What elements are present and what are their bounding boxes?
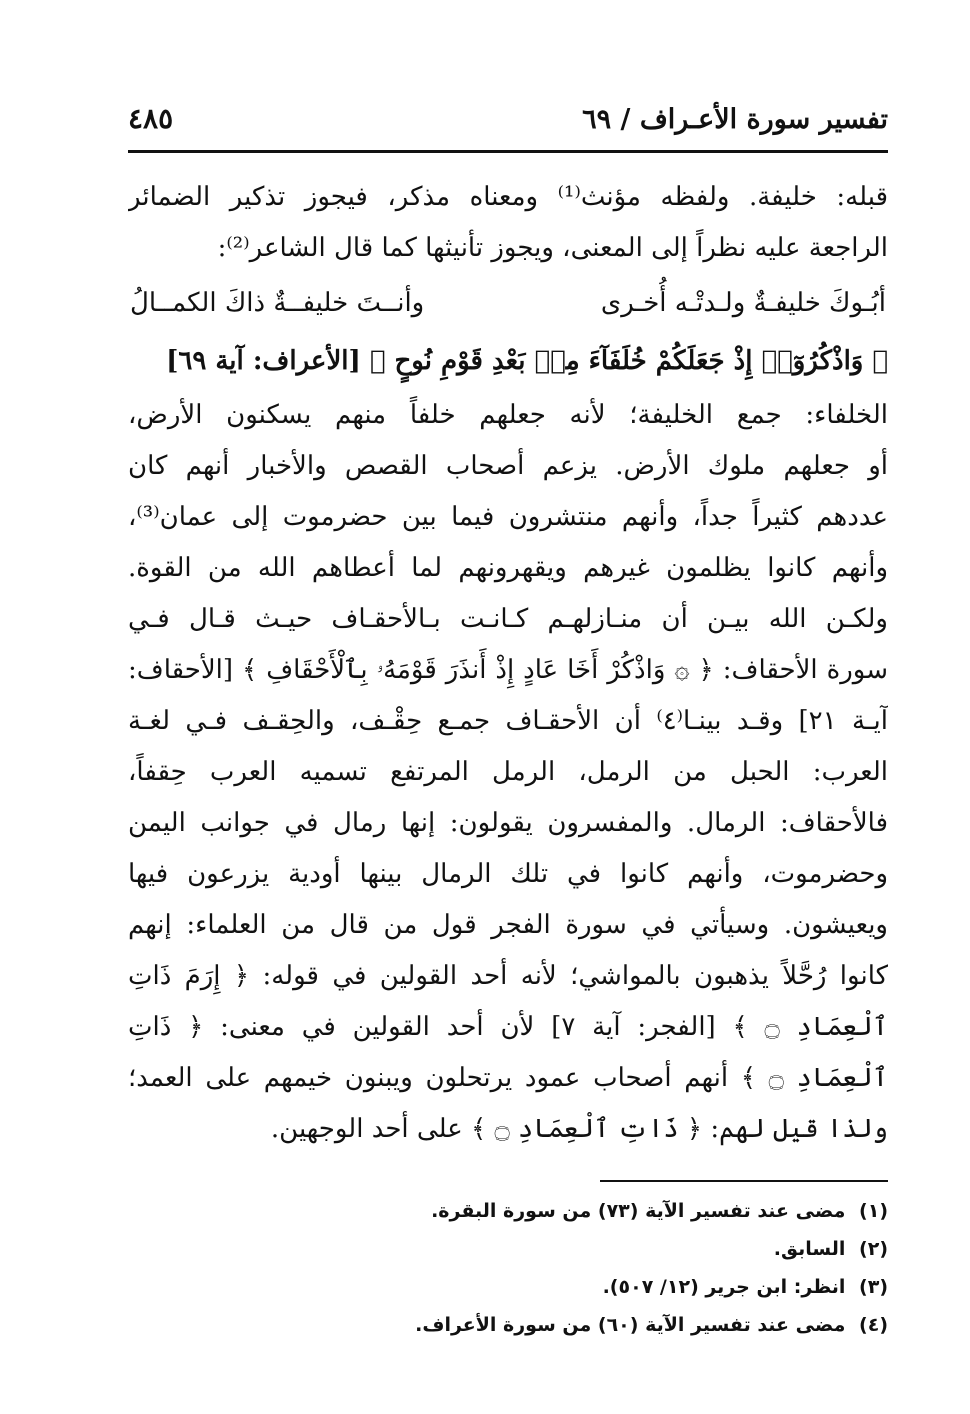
footnote-divider — [600, 1180, 888, 1182]
footnote-text: انظر: ابن جرير (١٢/ ٥٠٧). — [602, 1276, 846, 1298]
footnote-text: السابق. — [773, 1238, 846, 1260]
footnote-item — [128, 1192, 888, 1230]
text-line: ٱلْعِمَادِ ۝ ﴾ [الفجر: آية ٧] لأن أحد القولين في معنى: ﴿ ذَاتِ — [128, 1012, 888, 1042]
page-header — [128, 100, 888, 146]
footnote-item — [128, 1306, 888, 1344]
footnote-item — [128, 1230, 888, 1268]
footnote-text: مضى عند تفسير الآية (٦٠) من سورة الأعراف. — [415, 1314, 846, 1336]
text-line: ٱلْعِمَادِ ۝ ﴾ أنهم أصحاب عمود يرتحلون ويبنون خيمهم على العمد؛ — [128, 1063, 888, 1093]
text-line: ولكـن الله بيـن أن منـازلهـم كـانـت بـالأحقـاف حيـث قـال فـي — [128, 604, 888, 634]
footnote-item — [128, 1268, 888, 1306]
quran-verse-heading: ﴿ وَاذْكُرُوٓا۟ إِذْ جَعَلَكُمْ خُلَفَآءَ مِنۢ بَعْدِ قَوْمِ نُوحٍ ﴾ [الأعراف: آية ٦٩] — [166, 346, 888, 376]
text-line: أو جعلهم ملوك الأرض. يزعم أصحاب القصص والأخبار أنهم كان — [128, 451, 888, 481]
main-text — [128, 172, 888, 1155]
text-line: وحضرموت، وأنهم كانوا في تلك الرمال بينها أودية يزرعون فيها — [128, 859, 888, 889]
text-line: فالأحقاف: الرمال. والمفسرون يقولون: إنها رمال في جوانب اليمن — [128, 808, 888, 838]
footnotes — [128, 1192, 888, 1344]
text-line: الراجعة عليه نظراً إلى المعنى، ويجوز تأنيثها كما قال الشاعر⁽²⁾: — [217, 233, 888, 263]
footnote-text: مضى عند تفسير الآية (٧٣) من سورة البقرة. — [431, 1200, 846, 1222]
running-title: تفسير سورة الأعـراف / ٦٩ — [582, 104, 888, 135]
text-line: سورة الأحقاف: ﴿ ۞ وَاذْكُرْ أَخَا عَادٍ إِذْ أَنذَرَ قَوْمَهُۥ بِٱلْأَحْقَافِ ﴾ [الأحقاف: — [128, 655, 888, 685]
text-line: آيـة ٢١] وقـد بينـا⁽٤⁾ أن الأحقـاف جمـع حِقْـف، والحِقـف فـي لغـة — [128, 706, 888, 736]
poetry-verse — [128, 274, 888, 332]
text-line: الخلفاء: جمع الخليفة؛ لأنه جعلهم خلفاً منهم يسكنون الأرض، — [128, 400, 888, 430]
text-line: قبله: خليفة. ولفظه مؤنث⁽¹⁾ ومعناه مذكر، فيجوز تذكير الضمائر — [128, 182, 888, 212]
header-divider — [128, 150, 888, 153]
text-line: العرب: الحبل من الرمل، الرمل المرتفع تسميه العرب حِقفاً، — [128, 757, 888, 787]
text-line: عددهم كثيراً جداً، وأنهم منتشرون فيما بين حضرموت إلى عمان⁽³⁾، — [128, 502, 888, 532]
text-line: ويعيشون. وسيأتي في سورة الفجر قول من قال من العلماء: إنهم — [128, 910, 888, 940]
text-line: كانوا رُحَّلاً يذهبون بالمواشي؛ لأنه أحد القولين في قوله: ﴿ إِرَمَ ذَاتِ — [128, 961, 888, 991]
footnote-number: (٣) — [859, 1276, 888, 1298]
footnote-number: (١) — [859, 1200, 888, 1222]
page-number: ٤٨٥ — [128, 102, 174, 135]
verse-first-hemistich: أبُـوكَ خليفـةٌ ولـدتْـه أُخـرى — [600, 287, 886, 318]
text-line: ولذا قيل لهم: ﴿ ذَاتِ ٱلْعِمَادِ ۝ ﴾ على أحد الوجهين. — [270, 1114, 888, 1144]
verse-second-hemistich: وأنــتَ خليفــةٌ ذاكَ الكمــالُ — [130, 287, 425, 318]
footnote-number: (٢) — [859, 1238, 888, 1260]
footnote-number: (٤) — [859, 1314, 888, 1336]
text-line: وأنهم كانوا يظلمون غيرهم ويقهرونهم لما أعطاهم الله من القوة. — [128, 553, 888, 583]
